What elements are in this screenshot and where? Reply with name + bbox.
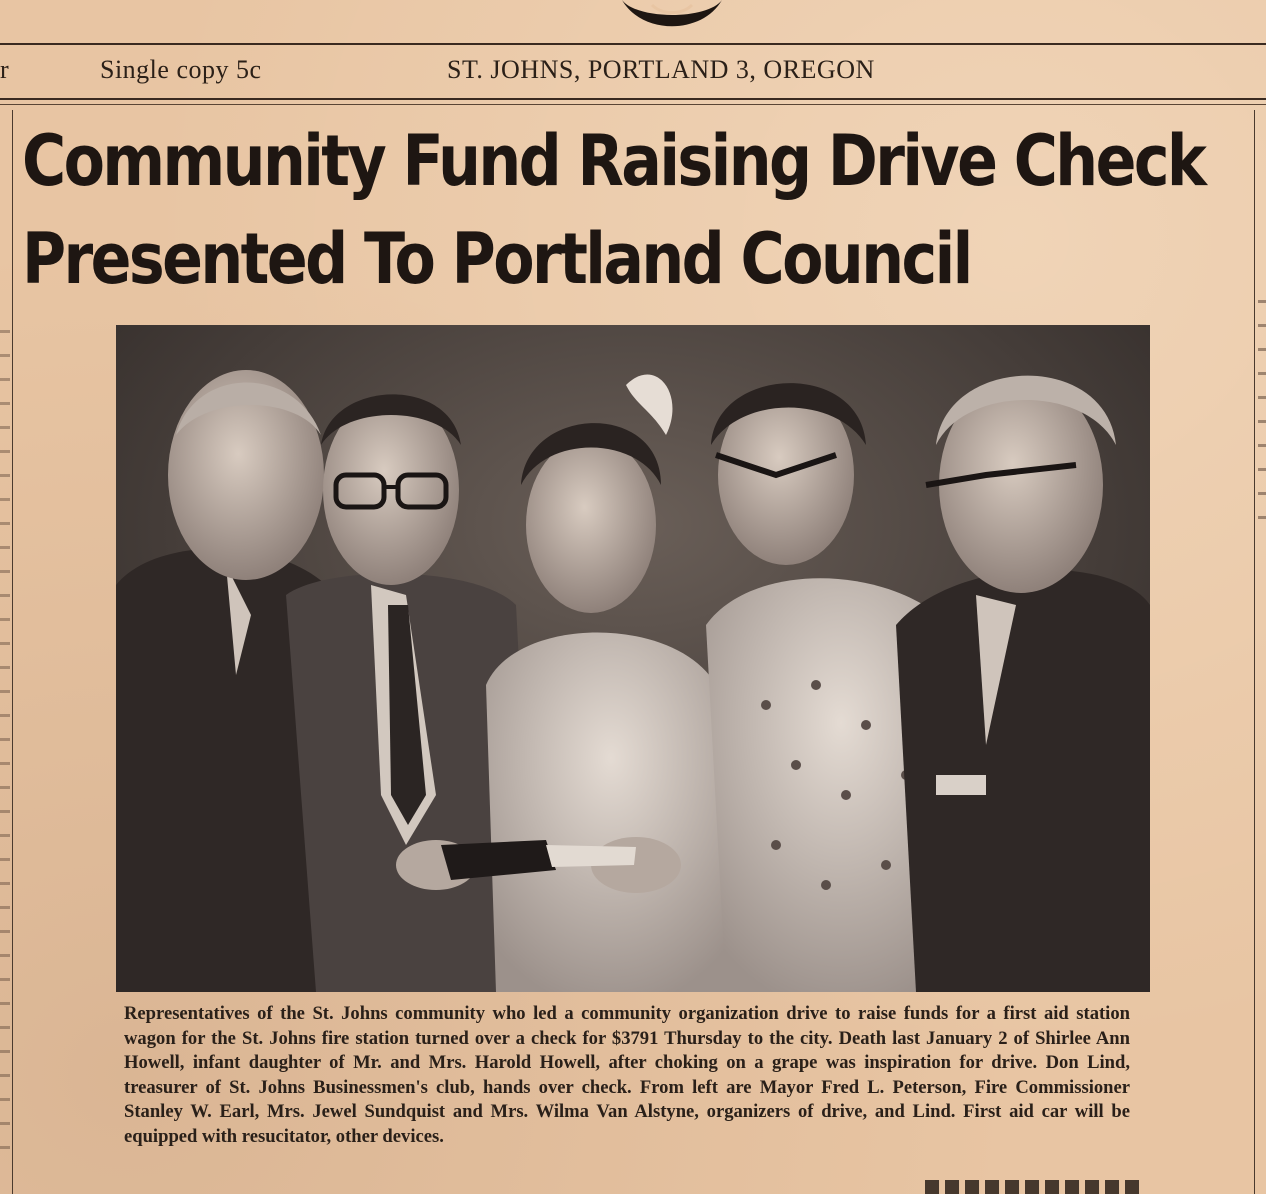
next-article-fragment [925, 1180, 1145, 1194]
column-rule-right [1254, 110, 1255, 1194]
masthead-rule-bottom [0, 98, 1266, 100]
masthead-price: Single copy 5c [100, 55, 262, 84]
adjacent-column-fragment-right [1258, 300, 1266, 520]
group-photo-illustration [116, 325, 1150, 992]
column-rule-left [12, 110, 13, 1194]
adjacent-column-fragment-left [0, 330, 10, 1150]
headline-line-2: Presented To Portland Council [22, 218, 971, 300]
headline [22, 112, 1205, 308]
masthead-place: ST. JOHNS, PORTLAND 3, OREGON [447, 55, 875, 84]
masthead-ornament-icon [612, 0, 732, 35]
masthead-rule-thin [0, 104, 1266, 105]
masthead-edge-fragment: r [0, 55, 10, 84]
headline-line-1: Community Fund Raising Drive Check [22, 120, 1205, 202]
news-photo [116, 325, 1150, 992]
masthead-rule-top [0, 43, 1266, 45]
photo-caption: Representatives of the St. Johns community who led a community organization drive to raise funds for a first aid station wagon for the St. Johns fire station turned over a check for $3791 Thursday to the city. Death last January 2 of Shirlee Ann Howell, infant daughter of Mr. and Mrs. Harold Howell, after choking on a grape was inspiration for drive. Don Lind, treasurer of St. Johns Businessmen's club, hands over check. From left are Mayor Fred L. Peterson, Fire Commissioner Stanley W. Earl, Mrs. Jewel Sundquist and Mrs. Wilma Van Alstyne, organizers of drive, and Lind. First aid car will be equipped with resucitator, other devices. [124, 1003, 1130, 1147]
